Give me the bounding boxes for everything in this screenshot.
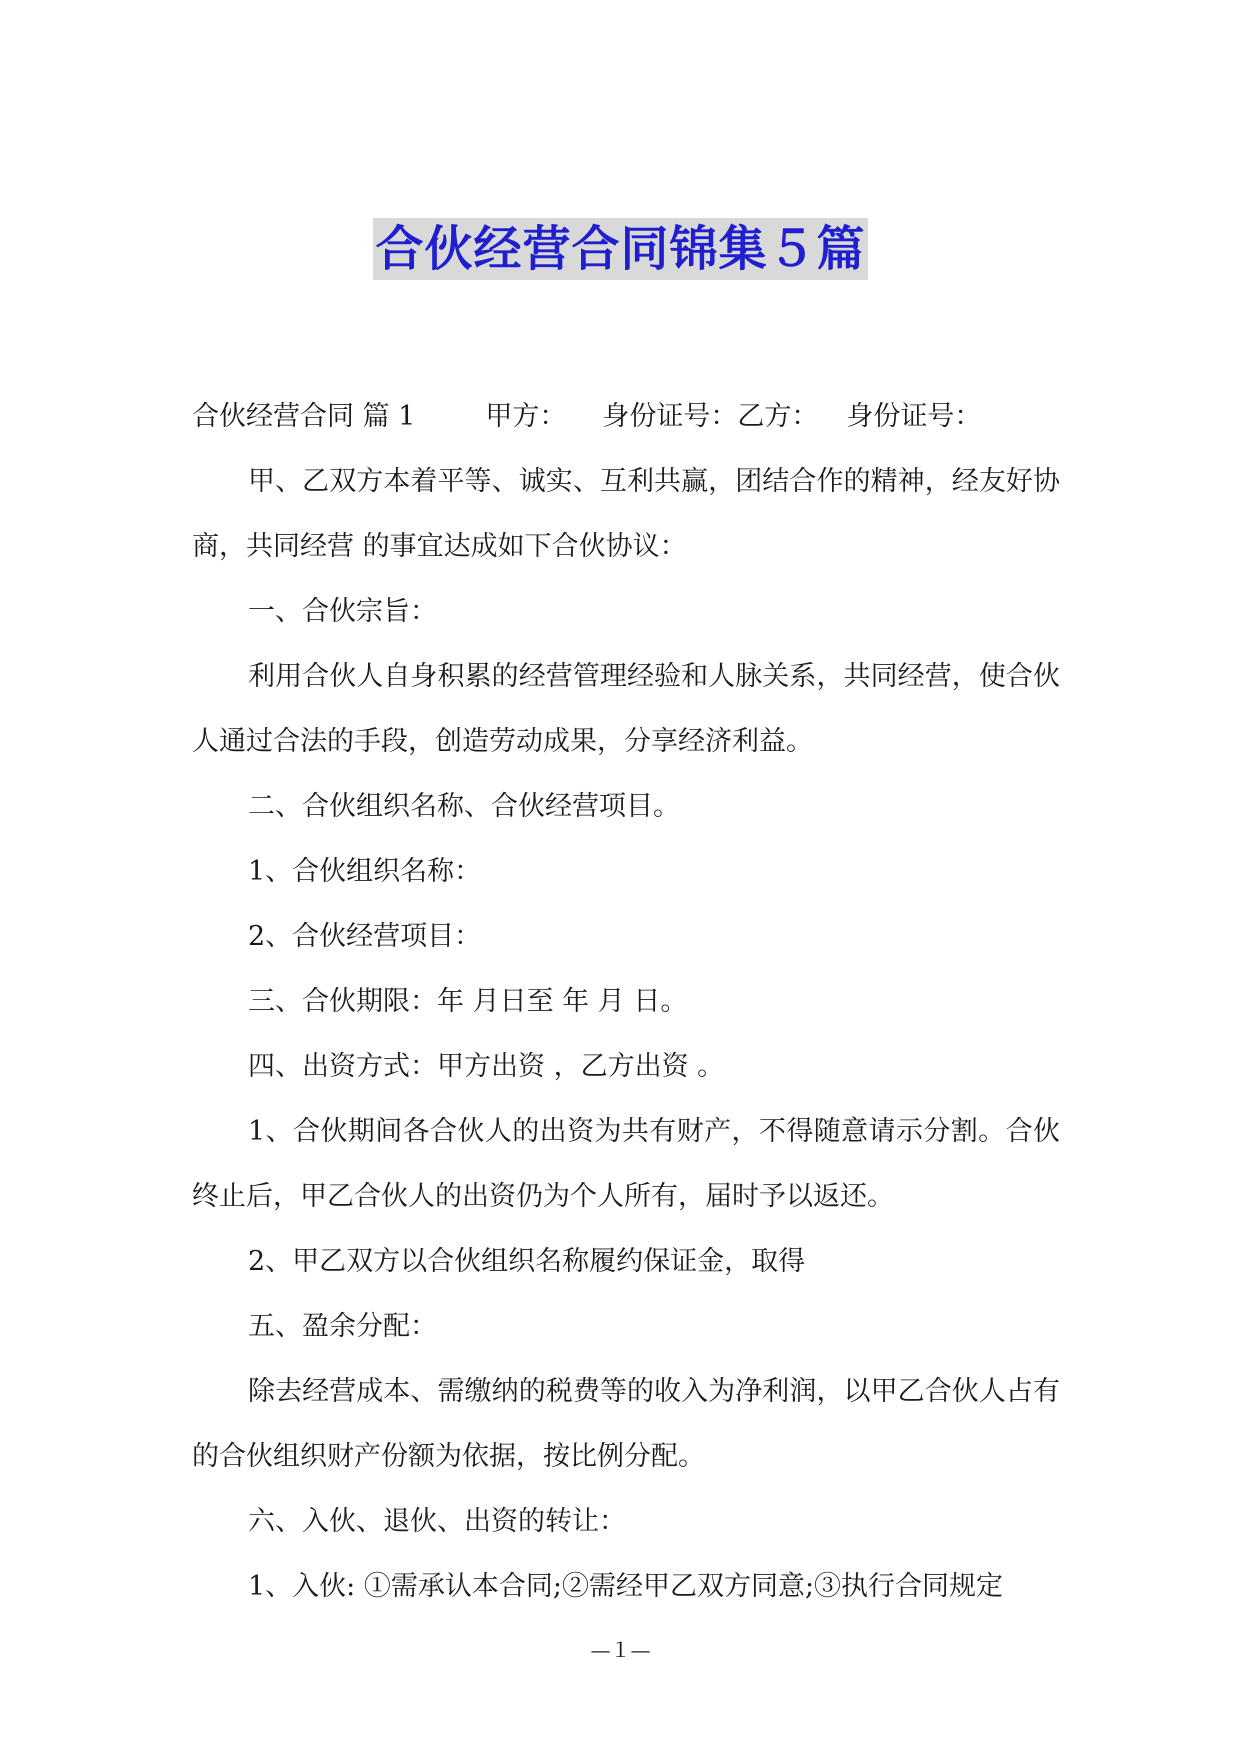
- paragraph: 利用合伙人自身积累的经营管理经验和人脉关系，共同经营，使合伙人通过合法的手段，创造劳动成果，分享经济利益。: [192, 661, 1060, 757]
- paragraph: 二、合伙组织名称、合伙经营项目。: [248, 791, 680, 822]
- paragraph: 2、甲乙双方以合伙组织名称履约保证金，取得: [248, 1246, 806, 1277]
- id-party-b-label: 身份证号：乙方：: [602, 401, 819, 432]
- paragraph: 甲、乙双方本着平等、诚实、互利共赢，团结合作的精神，经友好协商，共同经营 的事宜达成如下合伙协议：: [192, 466, 1060, 562]
- paragraph: 三、合伙期限：年 月日至 年 月 日。: [248, 986, 688, 1017]
- party-a-label: 甲方：: [485, 401, 567, 432]
- paragraph: 五、盈余分配：: [248, 1311, 437, 1342]
- paragraph: 一、合伙宗旨：: [248, 596, 437, 627]
- paragraph: 2、合伙经营项目：: [248, 921, 482, 952]
- paragraph: 四、出资方式：甲方出资 ，乙方出资 。: [248, 1051, 725, 1082]
- document-body: [192, 384, 1060, 1619]
- header-line: [192, 384, 1060, 449]
- paragraph: 1、合伙期间各合伙人的出资为共有财产，不得随意请示分割。合伙终止后，甲乙合伙人的出资仍为个人所有，届时予以返还。: [192, 1116, 1060, 1212]
- paragraph: 六、入伙、退伙、出资的转让：: [248, 1506, 626, 1537]
- paragraph: 除去经营成本、需缴纳的税费等的收入为净利润，以甲乙合伙人占有的合伙组织财产份额为依据，按比例分配。: [192, 1376, 1060, 1472]
- title-container: [0, 218, 1241, 280]
- contract-heading: 合伙经营合同 篇 1: [192, 401, 416, 432]
- page-number: —１—: [590, 1638, 651, 1662]
- paragraph: 1、入伙: ①需承认本合同;②需经甲乙双方同意;③执行合同规定: [248, 1571, 1004, 1602]
- id-number-label: 身份证号：: [846, 401, 982, 432]
- document-title: 合伙经营合同锦集５篇: [373, 218, 867, 280]
- paragraph: 1、合伙组织名称：: [248, 856, 482, 887]
